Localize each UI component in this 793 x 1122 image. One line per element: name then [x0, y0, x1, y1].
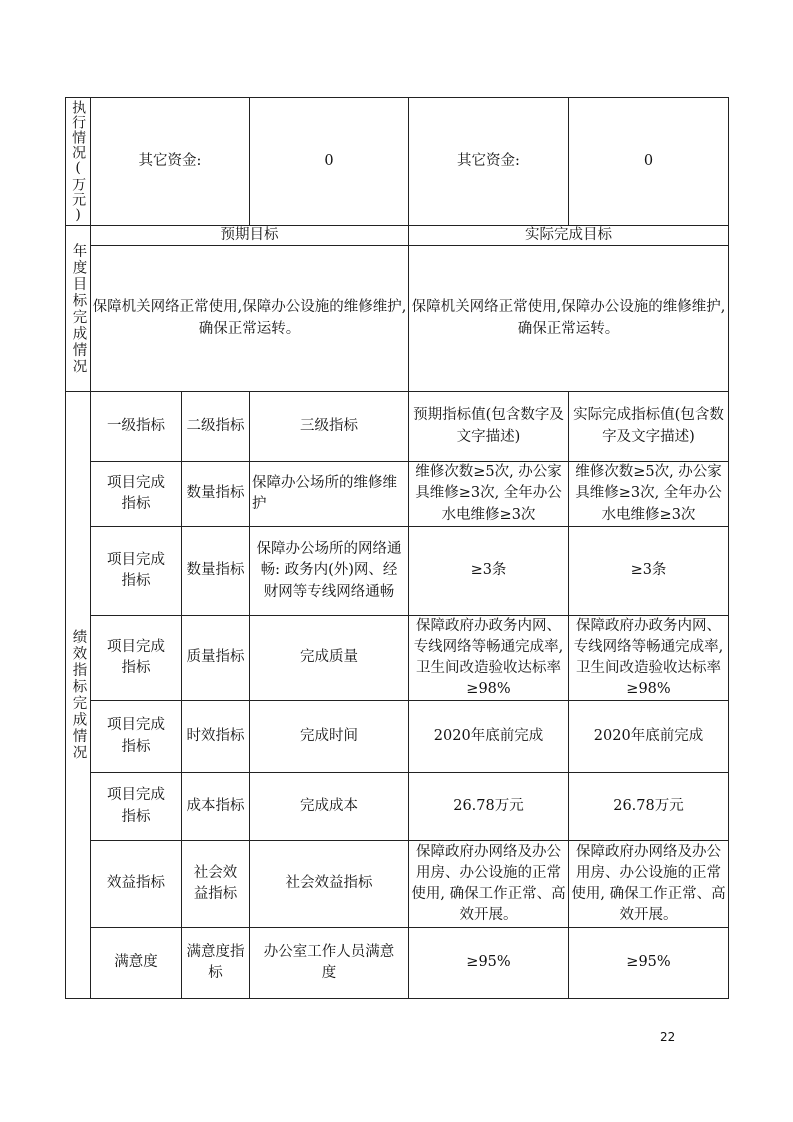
annual-section-label: 年度目标完成情况	[70, 242, 87, 375]
header-level3: 三级指标	[300, 417, 358, 434]
table-cell-actual: 保障政府办政务内网、专线网络等畅通完成率, 卫生间改造验收达标率≥98%	[573, 617, 724, 698]
table-cell-l2: 质量指标	[186, 649, 245, 666]
table-cell-expected: 2020年底前完成	[433, 727, 544, 744]
other-funds-value: 0	[324, 152, 334, 169]
table-cell-expected: 维修次数≥5次, 办公家具维修≥3次, 全年办公水电维修≥3次	[415, 464, 562, 523]
header-actual: 实际完成指标值(包含数字及文字描述)	[573, 407, 724, 445]
table-cell-expected: 保障政府办网络及办公用房、办公设施的正常使用, 确保工作正常、高效开展。	[411, 843, 566, 924]
table-cell-l1: 项目完成指标	[107, 717, 165, 755]
table-cell-expected: ≥95%	[466, 954, 511, 971]
expected-target-header: 预期目标	[220, 227, 279, 243]
table-cell-l3: 社会效益指标	[285, 875, 373, 892]
table-cell-l3: 完成质量	[300, 649, 358, 666]
table-border-right	[728, 97, 729, 998]
table-cell-l3: 办公室工作人员满意度	[263, 943, 395, 981]
table-border-bottom	[65, 998, 729, 999]
table-cell-actual: 维修次数≥5次, 办公家具维修≥3次, 全年办公水电维修≥3次	[575, 464, 722, 523]
table-cell-expected: 26.78万元	[453, 797, 524, 814]
table-cell-l1: 满意度	[114, 954, 158, 971]
table-cell-l3: 保障办公场所的维修维护	[252, 474, 397, 512]
table-cell-l2: 数量指标	[186, 562, 245, 579]
table-cell-l1: 项目完成指标	[107, 787, 165, 825]
table-cell-l2: 成本指标	[186, 797, 245, 814]
table-cell-l1: 项目完成指标	[107, 474, 165, 512]
table-cell-l2: 时效指标	[186, 727, 245, 744]
table-cell-actual: ≥95%	[626, 954, 671, 971]
other-funds-label: 其它资金:	[138, 152, 202, 169]
header-level2: 二级指标	[186, 417, 245, 434]
table-cell-actual: ≥3条	[630, 562, 667, 579]
table-cell-l3: 保障办公场所的网络通畅: 政务内(外)网、经财网等专线网络通畅	[256, 541, 402, 600]
table-cell-l2: 满意度指标	[186, 943, 245, 981]
table-cell-actual: 保障政府办网络及办公用房、办公设施的正常使用, 确保工作正常、高效开展。	[571, 843, 726, 924]
table-cell-expected: ≥3条	[470, 562, 507, 579]
table-cell-l3: 完成成本	[300, 797, 358, 814]
other-funds-label: 其它资金:	[457, 152, 520, 169]
exec-section-label: 执行情况(万元)	[70, 99, 87, 224]
table-cell-l3: 完成时间	[300, 727, 358, 744]
table-cell-l1: 项目完成指标	[107, 551, 165, 589]
header-level1: 一级指标	[107, 417, 165, 434]
header-expected: 预期指标值(包含数字及文字描述)	[413, 407, 564, 445]
table-cell-actual: 2020年底前完成	[593, 727, 704, 744]
table-cell-expected: 保障政府办政务内网、专线网络等畅通完成率, 卫生间改造验收达标率≥98%	[413, 617, 564, 698]
expected-target-text: 保障机关网络正常使用,保障办公设施的维修维护,确保正常运转。	[92, 299, 407, 337]
table-cell-l2: 社会效益指标	[193, 864, 238, 902]
table-cell-l1: 效益指标	[107, 875, 165, 892]
table-cell-actual: 26.78万元	[613, 797, 684, 814]
table-cell-l1: 项目完成指标	[107, 638, 165, 676]
table-cell-l2: 数量指标	[186, 485, 245, 502]
perf-section-label: 绩效指标完成情况	[70, 629, 87, 761]
actual-target-text: 保障机关网络正常使用,保障办公设施的维修维护,确保正常运转。	[411, 299, 726, 337]
actual-target-header: 实际完成目标	[525, 227, 612, 243]
other-funds-value: 0	[643, 152, 654, 169]
page-number: 22	[660, 1030, 676, 1044]
